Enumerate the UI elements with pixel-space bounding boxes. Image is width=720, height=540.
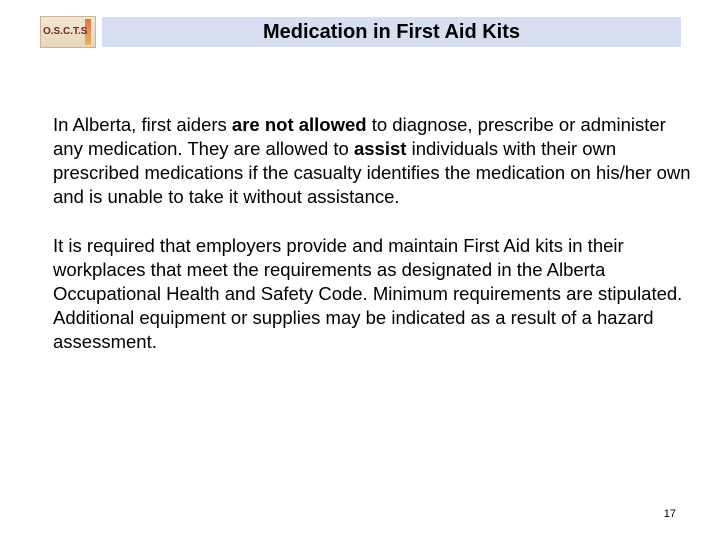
paragraph-1	[53, 113, 693, 209]
paragraph-1-text-a: In Alberta, first aiders	[53, 114, 232, 135]
paragraph-1-text-b: to diagnose, prescribe or administer any medication. They are allowed to	[53, 114, 666, 159]
slide-content	[53, 113, 693, 354]
osc-ts-logo	[40, 16, 96, 48]
paragraph-1-bold-b: assist	[353, 138, 407, 159]
paragraph-1-bold-a: are not allowed	[231, 114, 367, 135]
slide-title: Medication in First Aid Kits	[262, 20, 521, 43]
paragraph-2: It is required that employers provide and maintain First Aid kits in their workplaces that meet the requirements as designated in the Alberta Occupational Health and Safety Code. Minimum requirements are stipulated. Additional equipment or supplies may be indicated as a result of a hazard assessment.	[53, 235, 683, 352]
logo-text: O.S.C.T.S	[43, 26, 88, 37]
page-number: 17	[663, 508, 676, 520]
title-bar	[102, 17, 681, 47]
paragraph-1-text-c: individuals with their own prescribed medications if the casualty identifies the medication on his/her own and is unable to take it without assistance.	[53, 138, 691, 207]
